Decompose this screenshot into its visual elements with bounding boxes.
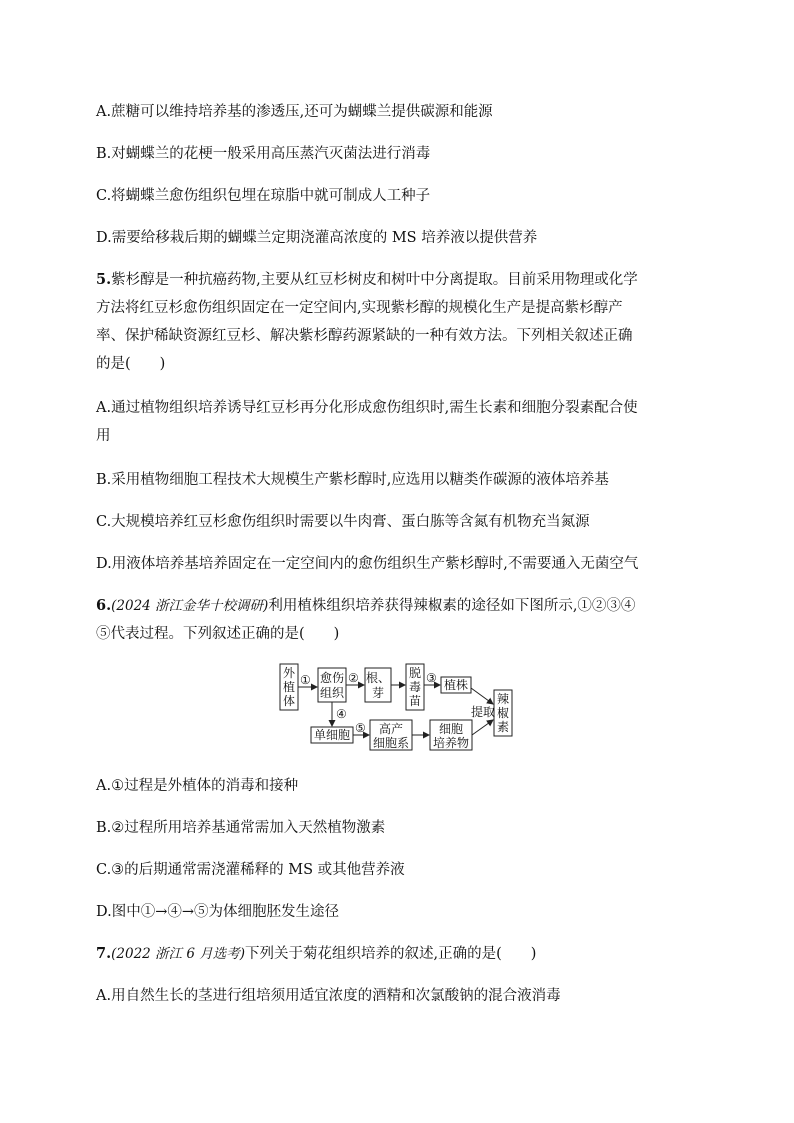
step4-label: ④ xyxy=(336,707,347,721)
q4-option-b: B.对蝴蝶兰的花梗一般采用高压蒸汽灭菌法进行消毒 xyxy=(96,146,431,162)
q7-option-a: A.用自然生长的茎进行组培须用适宜浓度的酒精和次氯酸钠的混合液消毒 xyxy=(96,988,561,1004)
extract-label: 提取 xyxy=(471,705,496,719)
step2-label: ② xyxy=(348,671,359,685)
root-bud-label-2: 芽 xyxy=(371,686,385,700)
q7-number: 7. xyxy=(96,945,112,962)
arrow-plant-to-capsaicin xyxy=(471,688,493,704)
q5-option-a-line-1: A.通过植物组织培养诱导红豆杉再分化形成愈伤组织时,需生长素和细胞分裂素配合使 xyxy=(96,400,638,416)
q5-stem-text-1: 紫杉醇是一种抗癌药物,主要从红豆杉树皮和树叶中分离提取。目前采用物理或化学 xyxy=(111,272,638,288)
q6-option-b: B.②过程所用培养基通常需加入天然植物激素 xyxy=(96,820,386,836)
q6-option-c: C.③的后期通常需浇灌稀释的 MS 或其他营养液 xyxy=(96,862,405,878)
q7-stem-text: 下列关于菊花组织培养的叙述,正确的是( ) xyxy=(245,946,537,962)
step5-label: ⑤ xyxy=(355,721,366,735)
q4-option-a: A.蔗糖可以维持培养基的渗透压,还可为蝴蝶兰提供碳源和能源 xyxy=(96,104,493,120)
q6-source: (2024 浙江金华十校调研) xyxy=(111,598,269,614)
q6-stem-text-1: 利用植株组织培养获得辣椒素的途径如下图所示,①②③④ xyxy=(268,598,636,614)
cell-culture-label-1: 细胞 xyxy=(438,722,464,736)
q5-stem-line-2: 方法将红豆杉愈伤组织固定在一定空间内,实现紫杉醇的规模化生产是提高紫杉醇产 xyxy=(96,300,623,316)
capsaicin-label-1: 辣 xyxy=(496,692,510,706)
arrow-culture-to-capsaicin xyxy=(472,720,493,735)
callus-label-2: 组织 xyxy=(319,686,345,700)
step3-label: ③ xyxy=(426,671,437,685)
explant-label-3: 体 xyxy=(282,694,296,708)
single-cell-label: 单细胞 xyxy=(313,728,351,742)
root-bud-label-1: 根、 xyxy=(365,671,391,685)
explant-label-1: 外 xyxy=(282,666,296,680)
high-yield-label-2: 细胞系 xyxy=(372,736,410,750)
q4-option-d: D.需要给移栽后期的蝴蝶兰定期浇灌高浓度的 MS 培养液以提供营养 xyxy=(96,230,538,246)
q7-source: (2022 浙江 6 月选考) xyxy=(111,946,245,962)
q5-stem-line-4: 的是( ) xyxy=(96,356,166,372)
capsaicin-label-2: 椒 xyxy=(496,706,510,720)
q6-option-a: A.①过程是外植体的消毒和接种 xyxy=(96,778,299,794)
q7-stem xyxy=(96,944,706,964)
q5-option-c: C.大规模培养红豆杉愈伤组织时需要以牛肉膏、蛋白胨等含氮有机物充当氮源 xyxy=(96,514,590,530)
q5-option-a-line-2: 用 xyxy=(96,428,111,444)
q4-option-c: C.将蝴蝶兰愈伤组织包埋在琼脂中就可制成人工种子 xyxy=(96,188,431,204)
explant-label-2: 植 xyxy=(282,680,296,694)
callus-label-1: 愈伤 xyxy=(319,671,345,685)
q5-stem-line-3: 率、保护稀缺资源红豆杉、解决紫杉醇药源紧缺的一种有效方法。下列相关叙述正确 xyxy=(96,328,633,344)
cell-culture-label-2: 培养物 xyxy=(432,736,470,750)
q5-number: 5. xyxy=(96,271,112,288)
q6-stem-line-2: ⑤代表过程。下列叙述正确的是( ) xyxy=(96,626,340,642)
virus-free-label-1: 脱 xyxy=(408,666,422,680)
plant-label: 植株 xyxy=(443,678,469,692)
step1-label: ① xyxy=(300,673,311,687)
q5-option-b: B.采用植物细胞工程技术大规模生产紫杉醇时,应选用以糖类作碳源的液体培养基 xyxy=(96,472,609,488)
high-yield-label-1: 高产 xyxy=(378,722,404,736)
virus-free-label-3: 苗 xyxy=(408,694,422,708)
capsaicin-label-3: 素 xyxy=(496,720,510,734)
q6-number: 6. xyxy=(96,597,112,614)
q5-option-d: D.用液体培养基培养固定在一定空间内的愈伤组织生产紫杉醇时,不需要通入无菌空气 xyxy=(96,556,639,572)
virus-free-label-2: 毒 xyxy=(408,680,422,694)
q6-option-d: D.图中①→④→⑤为体细胞胚发生途径 xyxy=(96,904,340,920)
